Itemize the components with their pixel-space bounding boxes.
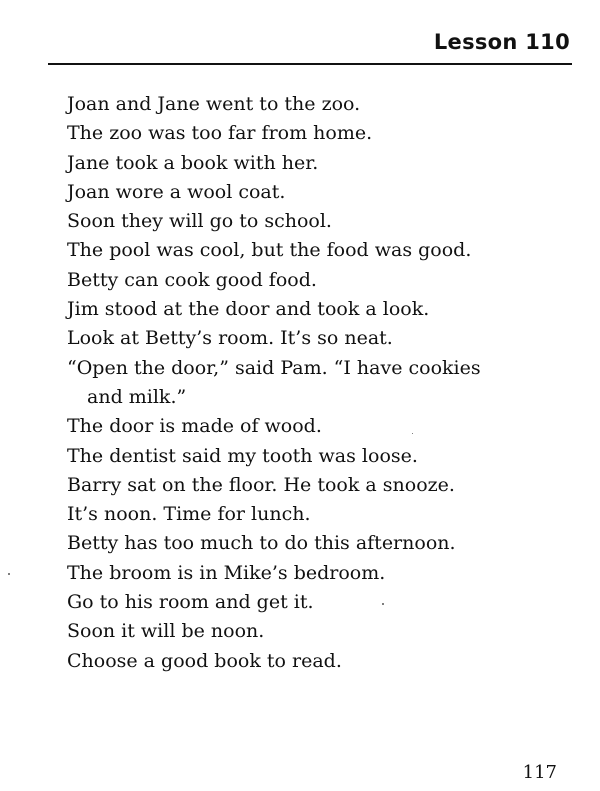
scan-speck — [382, 603, 384, 605]
reading-line: “Open the door,” said Pam. “I have cookies — [67, 356, 481, 379]
reading-line: The pool was cool, but the food was good. — [67, 239, 472, 262]
reading-line: Betty can cook good food. — [67, 268, 317, 291]
reading-line: Barry sat on the floor. He took a snooze. — [67, 473, 455, 496]
scan-speck — [412, 433, 413, 434]
reading-line: Jane took a book with her. — [67, 151, 319, 174]
reading-line: Look at Betty’s room. It’s so neat. — [67, 327, 393, 350]
header-rule — [48, 63, 572, 65]
reading-line: Joan wore a wool coat. — [67, 180, 286, 203]
reading-line: The dentist said my tooth was loose. — [67, 444, 418, 467]
reading-line-continuation: and milk.” — [87, 385, 187, 408]
reading-line: The broom is in Mike’s bedroom. — [67, 561, 386, 584]
reading-line: The door is made of wood. — [67, 415, 322, 438]
reading-line: Soon it will be noon. — [67, 620, 265, 643]
reading-line: Soon they will go to school. — [67, 210, 332, 233]
reading-line: Choose a good book to read. — [67, 649, 342, 672]
reading-line: Joan and Jane went to the zoo. — [67, 93, 361, 115]
reading-line: The zoo was too far from home. — [67, 122, 373, 145]
reading-line: Go to his room and get it. — [67, 591, 314, 614]
page-number: 117 — [522, 762, 557, 783]
reading-line: Jim stood at the door and took a look. — [67, 298, 430, 321]
reading-line: It’s noon. Time for lunch. — [67, 503, 311, 526]
reading-lines — [67, 90, 481, 676]
reading-line: Betty has too much to do this afternoon. — [67, 532, 456, 555]
scan-speck — [8, 573, 10, 575]
lesson-title: Lesson 110 — [433, 30, 570, 54]
